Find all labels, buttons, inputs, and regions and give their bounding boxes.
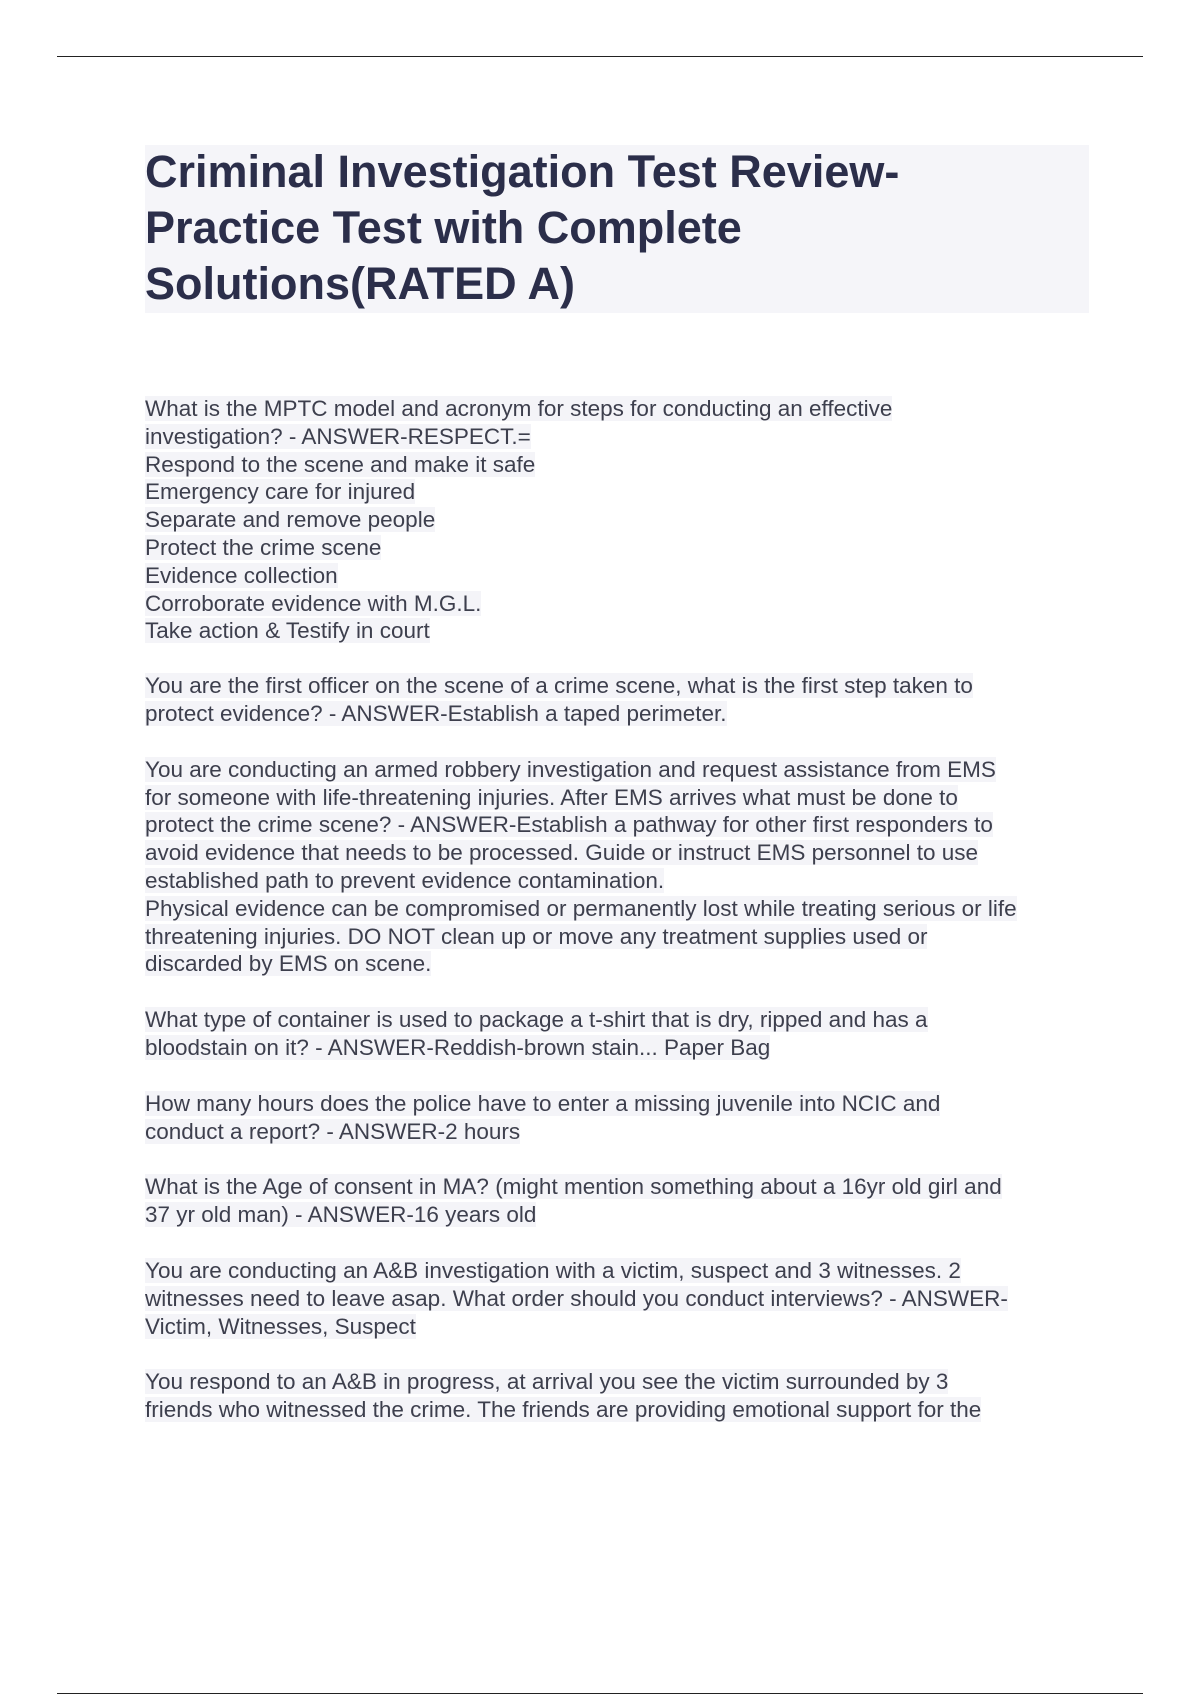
qa-line: Separate and remove people xyxy=(145,507,436,533)
qa-line: 37 yr old man) - ANSWER-16 years old xyxy=(145,1202,537,1228)
qa-line: You respond to an A&B in progress, at arrival you see the victim surrounded by 3 xyxy=(145,1369,949,1395)
qa-line: What is the Age of consent in MA? (might mention something about a 16yr old girl and xyxy=(145,1174,1002,1200)
qa-item xyxy=(145,756,1105,978)
title-line: Criminal Investigation Test Review- xyxy=(145,146,900,197)
qa-line: protect the crime scene? - ANSWER-Establish a pathway for other first responders to xyxy=(145,812,993,838)
qa-line: discarded by EMS on scene. xyxy=(145,951,432,977)
qa-line: established path to prevent evidence contamination. xyxy=(145,867,665,893)
qa-line: investigation? - ANSWER-RESPECT.= xyxy=(145,423,531,449)
qa-line: Respond to the scene and make it safe xyxy=(145,451,536,477)
qa-item xyxy=(145,1368,1105,1424)
qa-line: witnesses need to leave asap. What order should you conduct interviews? - ANSWER- xyxy=(145,1285,1008,1311)
page-title xyxy=(145,144,1095,312)
qa-line: You are conducting an A&B investigation with a victim, suspect and 3 witnesses. 2 xyxy=(145,1257,961,1283)
qa-line: threatening injuries. DO NOT clean up or move any treatment supplies used or xyxy=(145,923,928,949)
qa-line: Corroborate evidence with M.G.L. xyxy=(145,590,482,616)
qa-line: You are conducting an armed robbery investigation and request assistance from EMS xyxy=(145,756,996,782)
qa-line: You are the first officer on the scene of a crime scene, what is the first step taken to xyxy=(145,673,973,699)
qa-line: bloodstain on it? - ANSWER-Reddish-brown stain... Paper Bag xyxy=(145,1034,771,1060)
qa-line: conduct a report? - ANSWER-2 hours xyxy=(145,1118,521,1144)
title-line: Practice Test with Complete xyxy=(145,202,742,253)
qa-item xyxy=(145,1006,1105,1062)
title-line: Solutions(RATED A) xyxy=(145,258,575,309)
qa-line: What type of container is used to package a t-shirt that is dry, ripped and has a xyxy=(145,1007,928,1033)
qa-item xyxy=(145,1090,1105,1146)
qa-line: for someone with life-threatening injuries. After EMS arrives what must be done to xyxy=(145,784,958,810)
qa-line: avoid evidence that needs to be processed. Guide or instruct EMS personnel to use xyxy=(145,840,978,866)
qa-line: Victim, Witnesses, Suspect xyxy=(145,1313,416,1339)
qa-line: protect evidence? - ANSWER-Establish a taped perimeter. xyxy=(145,700,727,726)
qa-list xyxy=(145,395,1105,1452)
qa-line: Protect the crime scene xyxy=(145,534,382,560)
qa-item xyxy=(145,395,1105,645)
qa-line: Evidence collection xyxy=(145,562,338,588)
qa-item xyxy=(145,1257,1105,1340)
qa-line: Physical evidence can be compromised or permanently lost while treating serious or life xyxy=(145,895,1017,921)
qa-line: friends who witnessed the crime. The friends are providing emotional support for the xyxy=(145,1397,982,1423)
qa-line: How many hours does the police have to enter a missing juvenile into NCIC and xyxy=(145,1090,941,1116)
qa-line: Take action & Testify in court xyxy=(145,618,430,644)
qa-line: Emergency care for injured xyxy=(145,479,416,505)
footer-rule xyxy=(57,1693,1143,1694)
qa-item xyxy=(145,672,1105,728)
header-rule xyxy=(57,56,1143,57)
qa-line: What is the MPTC model and acronym for steps for conducting an effective xyxy=(145,396,893,421)
qa-item xyxy=(145,1173,1105,1229)
